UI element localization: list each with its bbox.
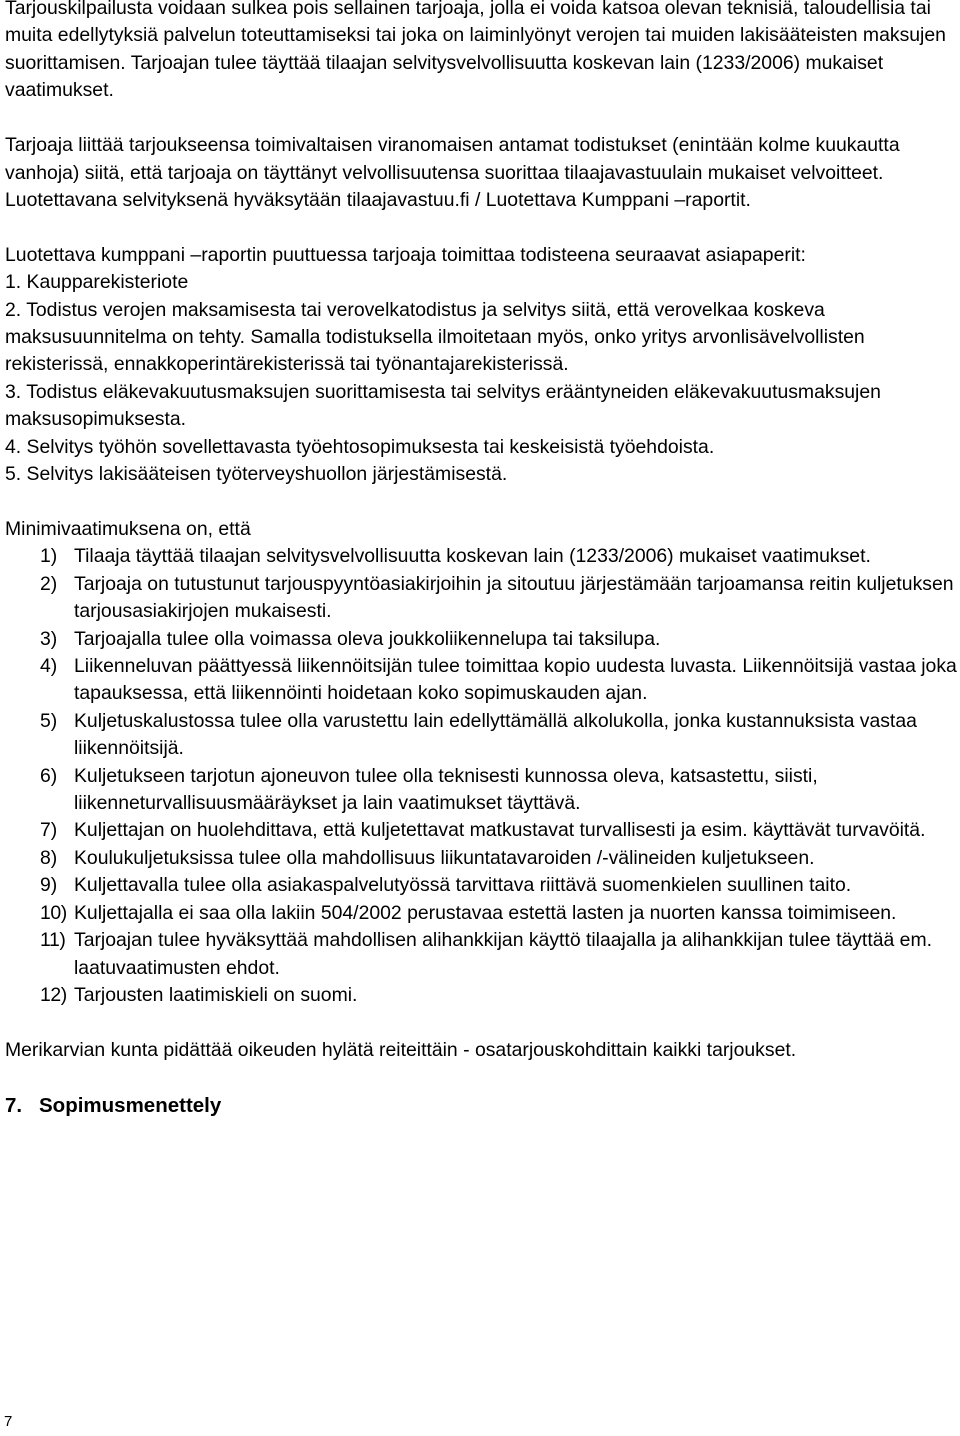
requirement-text: Kuljettajan on huolehdittava, että kuljetettavat matkustavat turvallisesti ja esim. käyttävät turvavöitä. <box>74 819 926 842</box>
requirement-number: 9) <box>40 874 58 897</box>
section-heading <box>5 1092 957 1119</box>
requirement-text: Tilaaja täyttää tilaajan selvitysvelvollisuutta koskevan lain (1233/2006) mukaiset vaatimukset. <box>74 545 871 568</box>
requirement-number: 8) <box>40 846 58 869</box>
page-number: 7 <box>4 1413 13 1430</box>
requirement-item-1 <box>5 543 957 570</box>
documents-item-4: 4. Selvitys työhön sovellettavasta työehtosopimuksesta tai keskeisistä työehdoista. <box>5 435 715 458</box>
section-title: Sopimusmenettely <box>39 1093 222 1117</box>
section-number: 7. <box>5 1093 23 1117</box>
requirement-number: 4) <box>40 655 58 678</box>
documents-item-3: 3. Todistus eläkevakuutusmaksujen suorittamisesta tai selvitys erääntyneiden eläkevakuutusmaksujen maksusopimuksesta. <box>5 380 881 431</box>
requirement-text: Kuljetuskalustossa tulee olla varustettu lain edellyttämällä alkolukolla, jonka kustannuksista vastaa liikennöitsijä. <box>74 709 917 760</box>
requirement-item-2 <box>5 571 957 626</box>
documents-item-2: 2. Todistus verojen maksamisesta tai verovelkatodistus ja selvitys siitä, että verovelkaa koskeva maksusuunnitelma on tehty. Samalla todistuksella ilmoitetaan myös, onko yritys arvonlisävelvollisten rekisterissä, ennakkoperintärekisterissä tai työnantajarekisterissä. <box>5 298 865 376</box>
paragraph-gap <box>5 1064 957 1092</box>
document-page <box>5 0 957 1119</box>
documents-item-1: 1. Kaupparekisteriote <box>5 271 189 294</box>
documents-item-5: 5. Selvitys lakisääteisen työterveyshuollon järjestämisestä. <box>5 463 508 486</box>
requirement-number: 11) <box>40 929 66 952</box>
requirement-item-6 <box>5 763 957 818</box>
paragraph-gap <box>5 214 957 242</box>
requirement-number: 12) <box>40 983 67 1006</box>
requirement-item-7 <box>5 817 957 844</box>
requirement-number: 1) <box>40 545 58 568</box>
requirement-text: Liikenneluvan päättyessä liikennöitsijän tulee toimittaa kopio uudesta luvasta. Liikennöitsijä vastaa joka tapauksessa, että liikennöinti hoidetaan koko sopimuskauden ajan. <box>74 655 957 705</box>
requirements-intro: Minimivaatimuksena on, että <box>5 518 251 540</box>
requirement-item-8 <box>5 845 957 872</box>
rejection-paragraph: Merikarvian kunta pidättää oikeuden hylätä reiteittäin - osatarjouskohdittain kaikki tarjoukset. <box>5 1038 797 1061</box>
paragraph-gap <box>5 489 957 517</box>
requirement-text: Kuljettajalla ei saa olla lakiin 504/2002 perustavaa estettä lasten ja nuorten kanssa toimimiseen. <box>74 901 897 924</box>
requirements-list <box>5 543 957 1009</box>
requirement-text: Tarjousten laatimiskieli on suomi. <box>74 983 358 1006</box>
intro-paragraph: Tarjouskilpailusta voidaan sulkea pois sellainen tarjoaja, jolla ei voida katsoa olevan teknisiä, taloudellisia tai muita edellytyksiä palvelun toteuttamiseksi tai joka on laiminlyönyt verojen tai muiden lakisääteisten maksujen suorittamisen. Tarjoajan tulee täyttää tilaajan selvitysvelvollisuutta koskevan lain (1233/2006) mukaiset vaatimukset. <box>5 0 946 102</box>
requirement-text: Koulukuljetuksissa tulee olla mahdollisuus liikuntatavaroiden /-välineiden kuljetukseen. <box>74 846 815 869</box>
requirement-item-4 <box>5 653 957 708</box>
requirement-item-10 <box>5 900 957 927</box>
requirement-item-5 <box>5 708 957 763</box>
requirement-text: Kuljetukseen tarjotun ajoneuvon tulee olla teknisesti kunnossa oleva, katsastettu, siisti, liikenneturvallisuusmääräykset ja lain vaatimukset täyttävä. <box>74 764 818 815</box>
requirement-text: Tarjoajalla tulee olla voimassa oleva joukkoliikennelupa tai taksilupa. <box>74 627 661 650</box>
requirement-text: Kuljettavalla tulee olla asiakaspalvelutyössä tarvittava riittävä suomenkielen suullinen taito. <box>74 874 852 897</box>
requirement-number: 6) <box>40 764 58 787</box>
requirement-number: 7) <box>40 819 58 842</box>
requirement-text: Tarjoaja on tutustunut tarjouspyyntöasiakirjoihin ja sitoutuu järjestämään tarjoamansa reitin kuljetuksen tarjousasiakirjojen mukaisesti. <box>74 572 954 623</box>
requirement-text: Tarjoajan tulee hyväksyttää mahdollisen alihankkijan käyttö tilaajalla ja alihankkijan tulee täyttää em. laatuvaatimusten ehdot. <box>74 929 932 979</box>
certificates-paragraph: Tarjoaja liittää tarjoukseensa toimivaltaisen viranomaisen antamat todistukset (enintään kolme kuukautta vanhoja) siitä, että tarjoaja on täyttänyt velvollisuutensa suorittaa tilaajavastuulain mukaiset velvoitteet. Luotettavana selvityksenä hyväksytään tilaajavastuu.fi / Luotettava Kumppani –raportit. <box>5 134 900 211</box>
requirement-number: 10) <box>40 901 67 924</box>
requirement-number: 5) <box>40 709 58 732</box>
requirement-number: 3) <box>40 627 58 650</box>
paragraph-gap <box>5 1009 957 1037</box>
paragraph-gap <box>5 105 957 133</box>
documents-intro: Luotettava kumppani –raportin puuttuessa tarjoaja toimittaa todisteena seuraavat asiapaperit: <box>5 243 806 266</box>
requirement-number: 2) <box>40 572 58 595</box>
requirement-item-12 <box>5 982 957 1009</box>
requirement-item-3 <box>5 626 957 653</box>
requirement-item-11 <box>5 927 957 982</box>
requirement-item-9 <box>5 872 957 899</box>
